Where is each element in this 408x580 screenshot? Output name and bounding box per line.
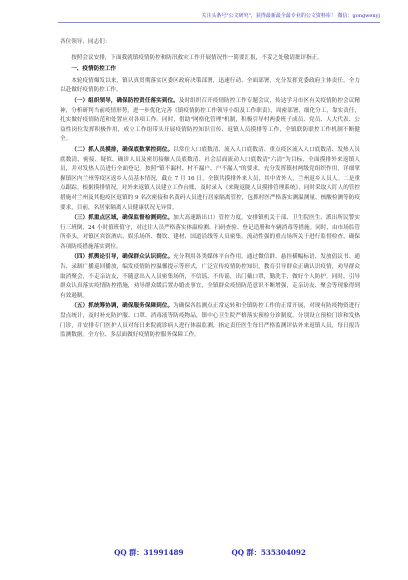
item-title: （三）抓重点区域，确保监督检测到位。 [71,215,174,222]
document-body [60,38,360,342]
item-paragraph-1 [60,97,360,145]
section-intro-paragraph: 本轮疫情爆发以来，镇认真贯彻落实区委区政府决策部署，迅速行动、全面部署，充分发挥党委政府主体责任，全力以赴做好疫情防控工作。 [60,77,360,94]
greeting: 各位领导、同志们： [60,39,111,45]
intro-paragraph: 按照会议安排，下面我就镇疫情防控和防汛救灾工作开展情况作一简要汇报，不妥之处敬请批评指正。 [71,54,323,61]
item-body: 及时组织召开疫情防控工作专题会议，传达学习市区有关疫情防控会议精神，分析研判当前疫情形势，进一步优化完善《镇疫情防控工作领导小组及工作职责》，周密部署，细化分工，靠实责任，扎实做好疫情防范和处置应对各项工作。同时，借助"网格化管理"机制，积极引导村两委班子成员、党员、人大代表、公益性岗位发挥积极作用，成立工作组带头开展疫情防控知识宣传、返镇人员摸排等工作，全镇联防联控工作机制不断健全。 [60,97,360,143]
item-body: 加大高速路出口）管控力度，安排镇机关干部、卫生院医生、派出所民警实行三班倒，24 小时值班值守，对过往人员严格落实体温检测、扫码查验、登记造册和车辆消毒等措施。同时，由市场监管所牵头，对镇区宾馆酒店、娱乐场所、餐饮、建材、国道沿线等人员密集、流动性强的重点场所关于进行监督检查，确保各项防疫措施落实到位。 [60,215,360,250]
footer-qq-group-2: QQ 群：535304092 [231,548,306,557]
banner-text: 关注头条号"公文研究"，获得最新最全最专业的公文资料库！ 微信：gongwenyj [201,13,380,19]
item-title: （四）抓舆论引导，确保群众认识到位。 [71,254,174,261]
item-paragraph-4 [60,253,360,301]
item-paragraph-5 [60,302,360,340]
footer-qq-group-1: QQ 群：31991489 [114,548,184,557]
item-paragraph-3 [60,214,360,252]
item-body: 充分利用各类媒体平台作用，通过微信群、悬挂横幅标语、发放倡议书、通告、录制广播巡回播放，编发疫情防控温馨提示等形式，广泛宣传疫情防控知识，教育引导群众正确认识疫情，劝导群众取消聚会，不走亲访友，不随意出入人员密集场所，不信谣、不传谣，出门戴口罩，勤洗手，做好个人防护。同时，引导群众认真落实疫情防控措施，劝导群众缓后置办婚丧事宜，全镇群众疫情防范意识不断增强，走亲访友、聚会等现象得到有效遏制。 [60,254,360,299]
footer-contacts [60,548,360,558]
item-title: （五）抓统筹协调，确保服务保障到位。 [71,303,174,310]
item-title: （一）组织领导，确保防控责任落实到位。 [71,97,179,104]
header-banner [58,10,380,23]
item-paragraph-2 [60,146,360,213]
section-heading: 一、疫情防控工作 [71,66,116,73]
item-body: 为确保各监测点正常运转和全镇防控工作的正常开展，对现有防疫物资进行盘点统计，及时补充防护服、口罩、消毒液等防疫物品，镇中心卫生院严格落实预检分诊制度，分别设立预检门诊和发热门诊，并安排专门医护人员对每日来院就诊病人进行体温监测，指定责任医生每日严格监测评估外来返镇人员，每日报告监测数据。全方位、多层面做好疫情防控服务保障工作。 [60,303,360,339]
item-title: （二）抓人员摸排，确保底数掌控到位。 [71,146,174,153]
item-body: 以常住人口底数清、流入人口底数清、重点疫区流入人口底数清、发热人员底数清、密接、疑似、确诊人员及密切接触人员底数清、社会层面流动人口底数清"六清"为目标，全面摸排外来返镇人员，并对发热人员进行全面登记。按照"镇不漏村、村不漏户、户不漏人"的要求，充分发挥镇村两级党组织作用，详细掌握镇区内兰州等疫区返乡人员基本情况，截止 7 月 16 日，全镇共摸排外来人员，其中省外人，兰州返乡人员人。二是重点跟踪。根据摸排情况，对外来返镇人员建立工作台账，及时录入《来陇返陇人员摸排管理系统》，同时采取人盯人的管控措施对兰州及其他疫区返镇的 9 名次密接和名黄码人员进行居家隔离管控，包抓村医严格落实测温测量、核酸检测等防疫要求，目前，名居家隔离人员健康状况无异常。 [60,146,360,211]
